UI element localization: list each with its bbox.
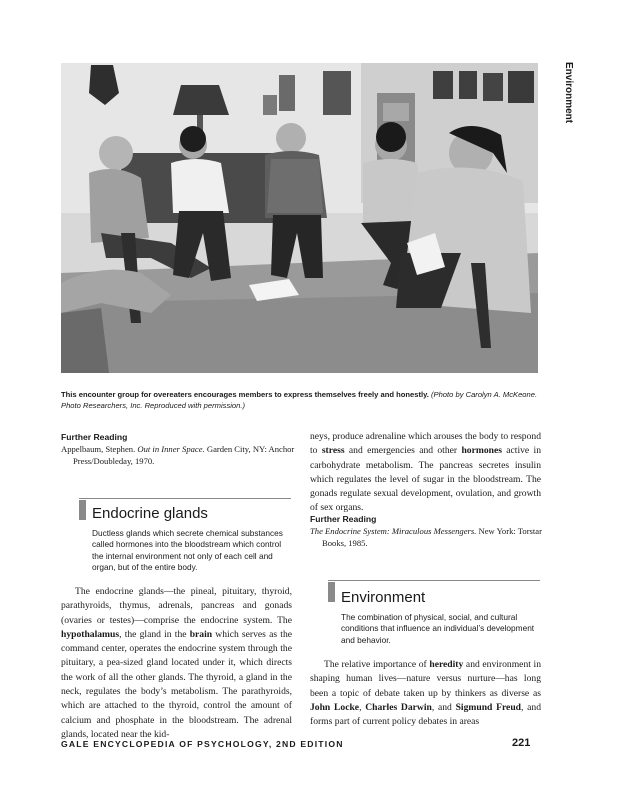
entry-rule xyxy=(79,498,291,499)
entry-title-environment: Environment xyxy=(341,589,426,606)
entry-definition-endocrine: Ductless glands which secrete chemical substances called hormones into the bloodstream which control the internal environment not only of each cell and organ, but of the entire body. xyxy=(92,528,283,573)
photo-caption xyxy=(61,389,541,411)
body-paragraph: neys, produce adrenaline which arouses the body to respond to stress and emergencies and other hormones active in carbohydrate metabolism. The pancreas secretes insulin which regulates the level of sugar in the bloodstream. The gonads regulate sexual development, ovulation, and growth of sex organs. xyxy=(310,431,541,514)
entry-definition-environment: The combination of physical, social, and cultural conditions that influence an individual’s development and behavior. xyxy=(341,612,535,645)
reference-publisher: New York: Torstar Books, 1985. xyxy=(322,526,542,548)
reference-publisher: Garden City, NY: Anchor Press/Doubleday, 1970. xyxy=(73,444,295,466)
entry-title-endocrine: Endocrine glands xyxy=(92,505,208,522)
endocrine-body-continued xyxy=(310,430,541,516)
further-reading-heading: Further Reading xyxy=(310,514,377,524)
page-number: 221 xyxy=(512,737,531,749)
reference-author: Appelbaum, Stephen. xyxy=(61,444,136,454)
caption-text: This encounter group for overeaters encourages members to express themselves freely and honestly. xyxy=(61,390,429,399)
section-tab xyxy=(548,62,574,132)
encounter-group-photo xyxy=(61,63,538,373)
entry-marker xyxy=(328,582,335,602)
reference-entry xyxy=(310,526,553,549)
environment-body xyxy=(310,658,541,729)
reference-title: Out in Inner Space. xyxy=(137,444,205,454)
entry-rule xyxy=(328,580,540,581)
further-reading-heading: Further Reading xyxy=(61,432,128,442)
running-footer-title: GALE ENCYCLOPEDIA OF PSYCHOLOGY, 2ND EDITION xyxy=(61,739,344,749)
reference-entry xyxy=(61,444,304,467)
body-paragraph: The endocrine glands—the pineal, pituitary, thyroid, parathyroids, thymus, adrenals, pancreas and gonads (ovaries or testes)—comprise the endocrine system. The hypothalamus, the gland in the brain which serves as the command center, operates the endocrine system through the pituitary, a pea-sized gland located under it, which directs the work of all the other glands. The thyroid, a gland in the neck, regulates the body’s metabolism. The parathyroids, which are attached to the thyroid, control the amount of calcium and phosphate in the bloodstream. The adrenal glands, located near the kid- xyxy=(61,586,293,740)
endocrine-body xyxy=(61,585,292,742)
section-tab-label: Environment xyxy=(563,62,574,124)
photo-illustration xyxy=(61,63,538,373)
caption-credit: (Photo by Carolyn A. McKeone. Photo Researchers, Inc. Reproduced with permission.) xyxy=(61,390,538,410)
body-paragraph: The relative importance of heredity and environment in shaping human lives—nature versus nurture—has long been a topic of debate taken up by thinkers as diverse as John Locke, Charles Darwin, and Sigmund Freud, and forms part of current policy debates in areas xyxy=(310,659,541,728)
reference-title: The Endocrine System: Miraculous Messengers. xyxy=(310,526,477,536)
entry-marker xyxy=(79,500,86,520)
